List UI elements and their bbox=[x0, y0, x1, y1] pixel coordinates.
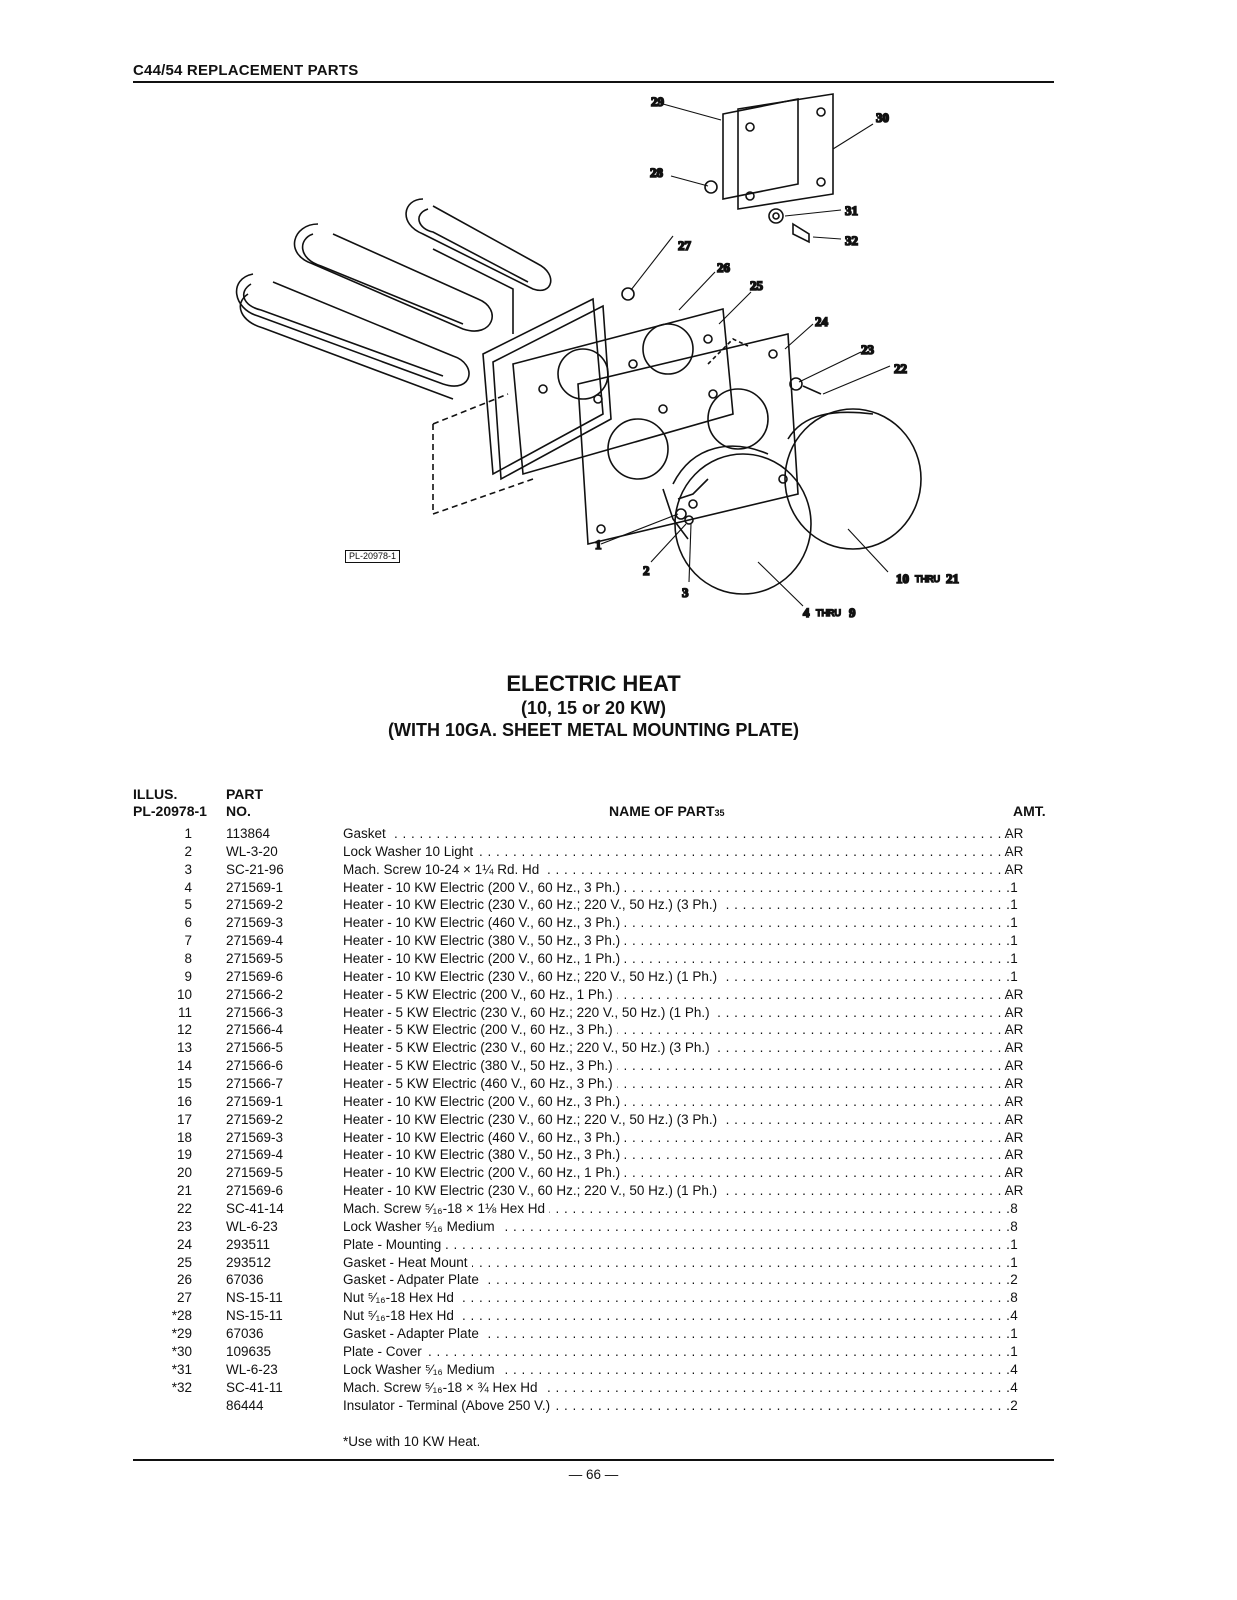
cover-plate bbox=[705, 94, 833, 209]
illus-number-cell: *31 bbox=[171, 1361, 192, 1377]
table-row bbox=[133, 1271, 1054, 1289]
part-number-cell: SC-21-96 bbox=[226, 861, 284, 877]
header-rule bbox=[133, 81, 1054, 83]
amount-cell: 1 bbox=[1010, 968, 1018, 984]
part-name-cell bbox=[343, 950, 1010, 968]
part-name-text: Lock Washer ⁵⁄₁₆ Medium bbox=[343, 1362, 499, 1377]
col-head-name-sub: 35 bbox=[714, 808, 725, 818]
part-name-cell bbox=[343, 1129, 1010, 1147]
part-name-cell bbox=[343, 1200, 1010, 1218]
part-number-cell: 271569-2 bbox=[226, 1111, 284, 1127]
table-row bbox=[133, 1361, 1054, 1379]
illus-number-cell: 26 bbox=[176, 1272, 192, 1288]
exploded-diagram bbox=[133, 84, 1054, 644]
col-head-illus-line1: ILLUS. bbox=[133, 786, 178, 802]
amount-cell: AR bbox=[1004, 1004, 1024, 1020]
callout-25: 25 bbox=[750, 278, 763, 293]
amount-cell: 8 bbox=[1010, 1218, 1018, 1234]
part-name-cell bbox=[343, 1397, 1010, 1415]
illus-number-cell: 2 bbox=[184, 843, 192, 859]
section-title bbox=[133, 670, 1054, 741]
part-name-text: Gasket bbox=[343, 826, 390, 841]
part-number-cell: 293512 bbox=[226, 1254, 272, 1270]
amount-cell: AR bbox=[1004, 1111, 1024, 1127]
part-name-cell bbox=[343, 1075, 1010, 1093]
part-number-cell: 271569-3 bbox=[226, 1129, 284, 1145]
part-number-cell: 271566-4 bbox=[226, 1022, 284, 1038]
footer-rule bbox=[133, 1459, 1054, 1461]
part-number-cell: WL-3-20 bbox=[226, 843, 278, 859]
title-subline-1: (10, 15 or 20 KW) bbox=[520, 698, 667, 718]
callout-22: 22 bbox=[894, 361, 907, 376]
callout-31: 31 bbox=[845, 203, 858, 218]
part-number-cell: SC-41-14 bbox=[226, 1201, 284, 1217]
part-name-cell bbox=[343, 1146, 1010, 1164]
part-name-text: Heater - 10 KW Electric (230 V., 60 Hz.; 220 V., 50 Hz.) (1 Ph.) bbox=[343, 1183, 721, 1198]
part-number-cell: 271566-7 bbox=[226, 1076, 284, 1092]
callout-21: 21 bbox=[946, 571, 959, 586]
table-row bbox=[133, 914, 1054, 932]
table-row bbox=[133, 1307, 1054, 1325]
part-name-cell bbox=[343, 1343, 1010, 1361]
amount-cell: 1 bbox=[1010, 933, 1018, 949]
table-row bbox=[133, 1075, 1054, 1093]
part-name-cell bbox=[343, 896, 1010, 914]
amount-cell: 4 bbox=[1010, 1361, 1018, 1377]
callout-30: 30 bbox=[876, 110, 889, 125]
part-name-cell bbox=[343, 879, 1010, 897]
col-head-part bbox=[226, 786, 263, 820]
callout-26: 26 bbox=[717, 260, 730, 275]
illus-number-cell: 27 bbox=[176, 1290, 192, 1306]
callout-2: 2 bbox=[643, 563, 650, 578]
callout-24: 24 bbox=[815, 314, 828, 329]
table-row bbox=[133, 1057, 1054, 1075]
part-number-cell: 271569-5 bbox=[226, 951, 284, 967]
illus-number-cell: 17 bbox=[176, 1111, 192, 1127]
part-name-text: Heater - 10 KW Electric (230 V., 60 Hz.; 220 V., 50 Hz.) (3 Ph.) bbox=[343, 897, 721, 912]
part-name-text: Heater - 10 KW Electric (200 V., 60 Hz., 3 Ph.) bbox=[343, 880, 624, 895]
table-row bbox=[133, 1200, 1054, 1218]
part-number-cell: 271569-4 bbox=[226, 1147, 284, 1163]
part-number-cell: 271569-5 bbox=[226, 1165, 284, 1181]
amount-cell: 1 bbox=[1010, 1236, 1018, 1252]
amount-cell: AR bbox=[1004, 1058, 1024, 1074]
illus-number-cell: 5 bbox=[184, 897, 192, 913]
part-name-text: Heater - 10 KW Electric (200 V., 60 Hz., 1 Ph.) bbox=[343, 951, 624, 966]
table-row bbox=[133, 1021, 1054, 1039]
col-head-amt: AMT. bbox=[1013, 803, 1046, 819]
illus-number-cell: 10 bbox=[176, 986, 192, 1002]
part-name-cell bbox=[343, 1325, 1010, 1343]
part-number-cell: 271569-1 bbox=[226, 879, 284, 895]
col-head-name-text: NAME OF PART bbox=[609, 803, 715, 819]
part-name-cell bbox=[343, 914, 1010, 932]
col-head-part-line1: PART bbox=[226, 786, 264, 802]
part-name-text: Nut ⁵⁄₁₆-18 Hex Hd bbox=[343, 1308, 458, 1323]
part-number-cell: 271566-2 bbox=[226, 986, 284, 1002]
part-name-text: Heater - 10 KW Electric (200 V., 60 Hz., 1 Ph.) bbox=[343, 1165, 624, 1180]
col-head-illus-line2: PL-20978-1 bbox=[133, 803, 207, 819]
table-row bbox=[133, 968, 1054, 986]
part-name-text: Plate - Mounting bbox=[343, 1237, 445, 1252]
part-name-text: Heater - 10 KW Electric (460 V., 60 Hz., 3 Ph.) bbox=[343, 1130, 624, 1145]
part-number-cell: 86444 bbox=[226, 1397, 264, 1413]
callout-23: 23 bbox=[861, 342, 874, 357]
part-name-cell bbox=[343, 1236, 1010, 1254]
part-name-cell bbox=[343, 1254, 1010, 1272]
amount-cell: 2 bbox=[1010, 1272, 1018, 1288]
illus-number-cell: 12 bbox=[176, 1022, 192, 1038]
amount-cell: 1 bbox=[1010, 1254, 1018, 1270]
amount-cell: 1 bbox=[1010, 1326, 1018, 1342]
part-name-text: Heater - 10 KW Electric (380 V., 50 Hz., 3 Ph.) bbox=[343, 933, 624, 948]
part-name-cell bbox=[343, 968, 1010, 986]
page-header-title: C44/54 REPLACEMENT PARTS bbox=[133, 62, 359, 79]
illus-number-cell: 3 bbox=[184, 861, 192, 877]
part-number-cell: NS-15-11 bbox=[226, 1290, 283, 1306]
part-name-text: Insulator - Terminal (Above 250 V.) bbox=[343, 1398, 554, 1413]
amount-cell: AR bbox=[1004, 843, 1024, 859]
amount-cell: 8 bbox=[1010, 1290, 1018, 1306]
part-name-text: Heater - 5 KW Electric (230 V., 60 Hz.; 220 V., 50 Hz.) (1 Ph.) bbox=[343, 1005, 714, 1020]
part-name-text: Heater - 10 KW Electric (460 V., 60 Hz., 3 Ph.) bbox=[343, 915, 624, 930]
part-name-text: Gasket - Adapter Plate bbox=[343, 1326, 483, 1341]
part-name-text: Mach. Screw 10-24 × 1¼ Rd. Hd bbox=[343, 862, 543, 877]
amount-cell: 2 bbox=[1010, 1397, 1018, 1413]
part-name-text: Heater - 5 KW Electric (460 V., 60 Hz., 3 Ph.) bbox=[343, 1076, 617, 1091]
amount-cell: AR bbox=[1004, 1093, 1024, 1109]
part-name-cell bbox=[343, 843, 1010, 861]
amount-cell: AR bbox=[1004, 1165, 1024, 1181]
title-subline-2: (WITH 10GA. SHEET METAL MOUNTING PLATE) bbox=[388, 720, 799, 740]
table-row bbox=[133, 986, 1054, 1004]
illus-number-cell: 23 bbox=[176, 1218, 192, 1234]
part-name-cell bbox=[343, 1021, 1010, 1039]
illus-number-cell: 16 bbox=[176, 1093, 192, 1109]
part-name-cell bbox=[343, 1093, 1010, 1111]
amount-cell: AR bbox=[1004, 861, 1024, 877]
part-name-text: Heater - 10 KW Electric (200 V., 60 Hz., 3 Ph.) bbox=[343, 1094, 624, 1109]
illus-number-cell: *29 bbox=[171, 1326, 192, 1342]
part-name-cell bbox=[343, 1271, 1010, 1289]
footnote: *Use with 10 KW Heat. bbox=[343, 1434, 481, 1449]
part-name-cell bbox=[343, 1182, 1010, 1200]
part-name-cell bbox=[343, 1218, 1010, 1236]
part-number-cell: NS-15-11 bbox=[226, 1308, 283, 1324]
illus-number-cell: 19 bbox=[176, 1147, 192, 1163]
amount-cell: 1 bbox=[1010, 951, 1018, 967]
part-name-text: Mach. Screw ⁵⁄₁₆-18 × ¾ Hex Hd bbox=[343, 1380, 542, 1395]
callout-9: 9 bbox=[849, 605, 856, 620]
amount-cell: AR bbox=[1004, 1076, 1024, 1092]
part-number-cell: 293511 bbox=[226, 1236, 271, 1252]
illus-number-cell: 7 bbox=[184, 933, 192, 949]
table-row bbox=[133, 861, 1054, 879]
illus-number-cell: 24 bbox=[176, 1236, 192, 1252]
part-number-cell: SC-41-11 bbox=[226, 1379, 283, 1395]
table-row bbox=[133, 1164, 1054, 1182]
table-row bbox=[133, 1093, 1054, 1111]
amount-cell: AR bbox=[1004, 1183, 1024, 1199]
amount-cell: 4 bbox=[1010, 1379, 1018, 1395]
part-name-text: Heater - 5 KW Electric (230 V., 60 Hz.; 220 V., 50 Hz.) (3 Ph.) bbox=[343, 1040, 714, 1055]
part-name-cell bbox=[343, 986, 1010, 1004]
amount-cell: AR bbox=[1004, 1129, 1024, 1145]
part-number-cell: 271569-4 bbox=[226, 933, 284, 949]
part-number-cell: WL-6-23 bbox=[226, 1218, 278, 1234]
part-name-text: Lock Washer 10 Light bbox=[343, 844, 477, 859]
part-name-cell bbox=[343, 1361, 1010, 1379]
illus-number-cell: 15 bbox=[176, 1076, 192, 1092]
illus-number-cell: 20 bbox=[176, 1165, 192, 1181]
part-number-cell: 271569-6 bbox=[226, 968, 284, 984]
amount-cell: 8 bbox=[1010, 1201, 1018, 1217]
part-name-cell bbox=[343, 1057, 1010, 1075]
diagram-svg bbox=[133, 84, 1054, 644]
amount-cell: 1 bbox=[1010, 897, 1018, 913]
figure-label: PL-20978-1 bbox=[345, 550, 400, 563]
illus-number-cell: 6 bbox=[184, 915, 192, 931]
part-name-text: Gasket - Heat Mount bbox=[343, 1255, 472, 1270]
table-row bbox=[133, 1254, 1054, 1272]
part-name-cell bbox=[343, 1039, 1010, 1057]
callout-10: 10 bbox=[896, 571, 909, 586]
illus-number-cell: *32 bbox=[171, 1379, 192, 1395]
illus-number-cell: 4 bbox=[184, 879, 192, 895]
table-row bbox=[133, 1004, 1054, 1022]
table-row bbox=[133, 1236, 1054, 1254]
heater-element-loops bbox=[237, 199, 551, 399]
amount-cell: AR bbox=[1004, 1040, 1024, 1056]
table-row bbox=[133, 1379, 1054, 1397]
illus-number-cell: 8 bbox=[184, 951, 192, 967]
callout-4-thru: THRU bbox=[816, 608, 841, 618]
callout-27: 27 bbox=[678, 238, 691, 253]
amount-cell: AR bbox=[1004, 1022, 1024, 1038]
part-name-cell bbox=[343, 1289, 1010, 1307]
part-name-cell bbox=[343, 825, 1010, 843]
illus-number-cell: 1 bbox=[184, 826, 192, 841]
part-name-cell bbox=[343, 1004, 1010, 1022]
page-number: — 66 — bbox=[568, 1467, 619, 1482]
part-name-text: Nut ⁵⁄₁₆-18 Hex Hd bbox=[343, 1290, 458, 1305]
part-name-cell bbox=[343, 861, 1010, 879]
table-row bbox=[133, 1325, 1054, 1343]
part-name-cell bbox=[343, 932, 1010, 950]
part-name-text: Heater - 10 KW Electric (230 V., 60 Hz.; 220 V., 50 Hz.) (3 Ph.) bbox=[343, 1112, 721, 1127]
table-row bbox=[133, 1111, 1054, 1129]
amount-cell: AR bbox=[1004, 986, 1024, 1002]
part-name-text: Gasket - Adpater Plate bbox=[343, 1272, 483, 1287]
col-head-illus bbox=[133, 786, 207, 820]
part-number-cell: 271569-3 bbox=[226, 915, 284, 931]
callout-10-thru: THRU bbox=[915, 574, 940, 584]
part-number-cell: 67036 bbox=[226, 1272, 264, 1288]
part-number-cell: 271566-6 bbox=[226, 1058, 284, 1074]
part-number-cell: 271569-1 bbox=[226, 1093, 284, 1109]
amount-cell: 1 bbox=[1010, 915, 1018, 931]
amount-cell: 1 bbox=[1010, 1343, 1018, 1359]
part-name-cell bbox=[343, 1379, 1010, 1397]
part-name-cell bbox=[343, 1307, 1010, 1325]
part-number-cell: 67036 bbox=[226, 1326, 264, 1342]
part-name-text: Mach. Screw ⁵⁄₁₆-18 × 1⅛ Hex Hd bbox=[343, 1201, 549, 1216]
table-row bbox=[133, 1397, 1054, 1415]
part-name-cell bbox=[343, 1111, 1010, 1129]
illus-number-cell: 18 bbox=[176, 1129, 192, 1145]
col-head-part-line2: NO. bbox=[226, 803, 251, 819]
title-main: ELECTRIC HEAT bbox=[506, 671, 681, 696]
table-row bbox=[133, 1129, 1054, 1147]
part-number-cell: 113864 bbox=[226, 826, 271, 841]
callout-32: 32 bbox=[845, 233, 858, 248]
illus-number-cell: 25 bbox=[176, 1254, 192, 1270]
callout-1: 1 bbox=[595, 537, 602, 552]
table-row bbox=[133, 896, 1054, 914]
part-name-text: Heater - 5 KW Electric (200 V., 60 Hz., 1 Ph.) bbox=[343, 987, 617, 1002]
part-number-cell: 271569-6 bbox=[226, 1183, 284, 1199]
illus-number-cell: *28 bbox=[171, 1308, 192, 1324]
table-row bbox=[133, 825, 1054, 843]
part-number-cell: WL-6-23 bbox=[226, 1361, 278, 1377]
mounting-plate bbox=[578, 334, 798, 544]
parts-table bbox=[133, 825, 1054, 1414]
part-name-cell bbox=[343, 1164, 1010, 1182]
table-row bbox=[133, 879, 1054, 897]
part-name-text: Heater - 5 KW Electric (200 V., 60 Hz., 3 Ph.) bbox=[343, 1022, 617, 1037]
illus-number-cell: 14 bbox=[176, 1058, 192, 1074]
table-row bbox=[133, 1182, 1054, 1200]
table-row bbox=[133, 1039, 1054, 1057]
callout-29: 29 bbox=[651, 94, 664, 109]
part-name-text: Heater - 10 KW Electric (230 V., 60 Hz.; 220 V., 50 Hz.) (1 Ph.) bbox=[343, 969, 721, 984]
col-head-name bbox=[609, 803, 725, 822]
illus-number-cell: 13 bbox=[176, 1040, 192, 1056]
illus-number-cell: 22 bbox=[176, 1201, 192, 1217]
part-name-text: Lock Washer ⁵⁄₁₆ Medium bbox=[343, 1219, 499, 1234]
table-row bbox=[133, 1218, 1054, 1236]
table-row bbox=[133, 843, 1054, 861]
part-number-cell: 271566-3 bbox=[226, 1004, 284, 1020]
illus-number-cell: 21 bbox=[176, 1183, 192, 1199]
part-name-text: Plate - Cover bbox=[343, 1344, 426, 1359]
part-number-cell: 271566-5 bbox=[226, 1040, 284, 1056]
part-name-text: Heater - 5 KW Electric (380 V., 50 Hz., 3 Ph.) bbox=[343, 1058, 617, 1073]
amount-cell: 1 bbox=[1010, 879, 1018, 895]
illus-number-cell: 11 bbox=[177, 1004, 192, 1020]
amount-cell: AR bbox=[1004, 826, 1024, 841]
amount-cell: 4 bbox=[1010, 1308, 1018, 1324]
table-row bbox=[133, 950, 1054, 968]
part-number-cell: 109635 bbox=[226, 1343, 272, 1359]
part-name-text: Heater - 10 KW Electric (380 V., 50 Hz., 3 Ph.) bbox=[343, 1147, 624, 1162]
table-row bbox=[133, 932, 1054, 950]
callout-28: 28 bbox=[650, 165, 663, 180]
table-row bbox=[133, 1343, 1054, 1361]
amount-cell: AR bbox=[1004, 1147, 1024, 1163]
callout-4: 4 bbox=[803, 605, 810, 620]
illus-number-cell: 9 bbox=[184, 968, 192, 984]
table-row bbox=[133, 1289, 1054, 1307]
illus-number-cell: *30 bbox=[171, 1343, 192, 1359]
callout-3: 3 bbox=[682, 585, 689, 600]
part-number-cell: 271569-2 bbox=[226, 897, 284, 913]
table-row bbox=[133, 1146, 1054, 1164]
